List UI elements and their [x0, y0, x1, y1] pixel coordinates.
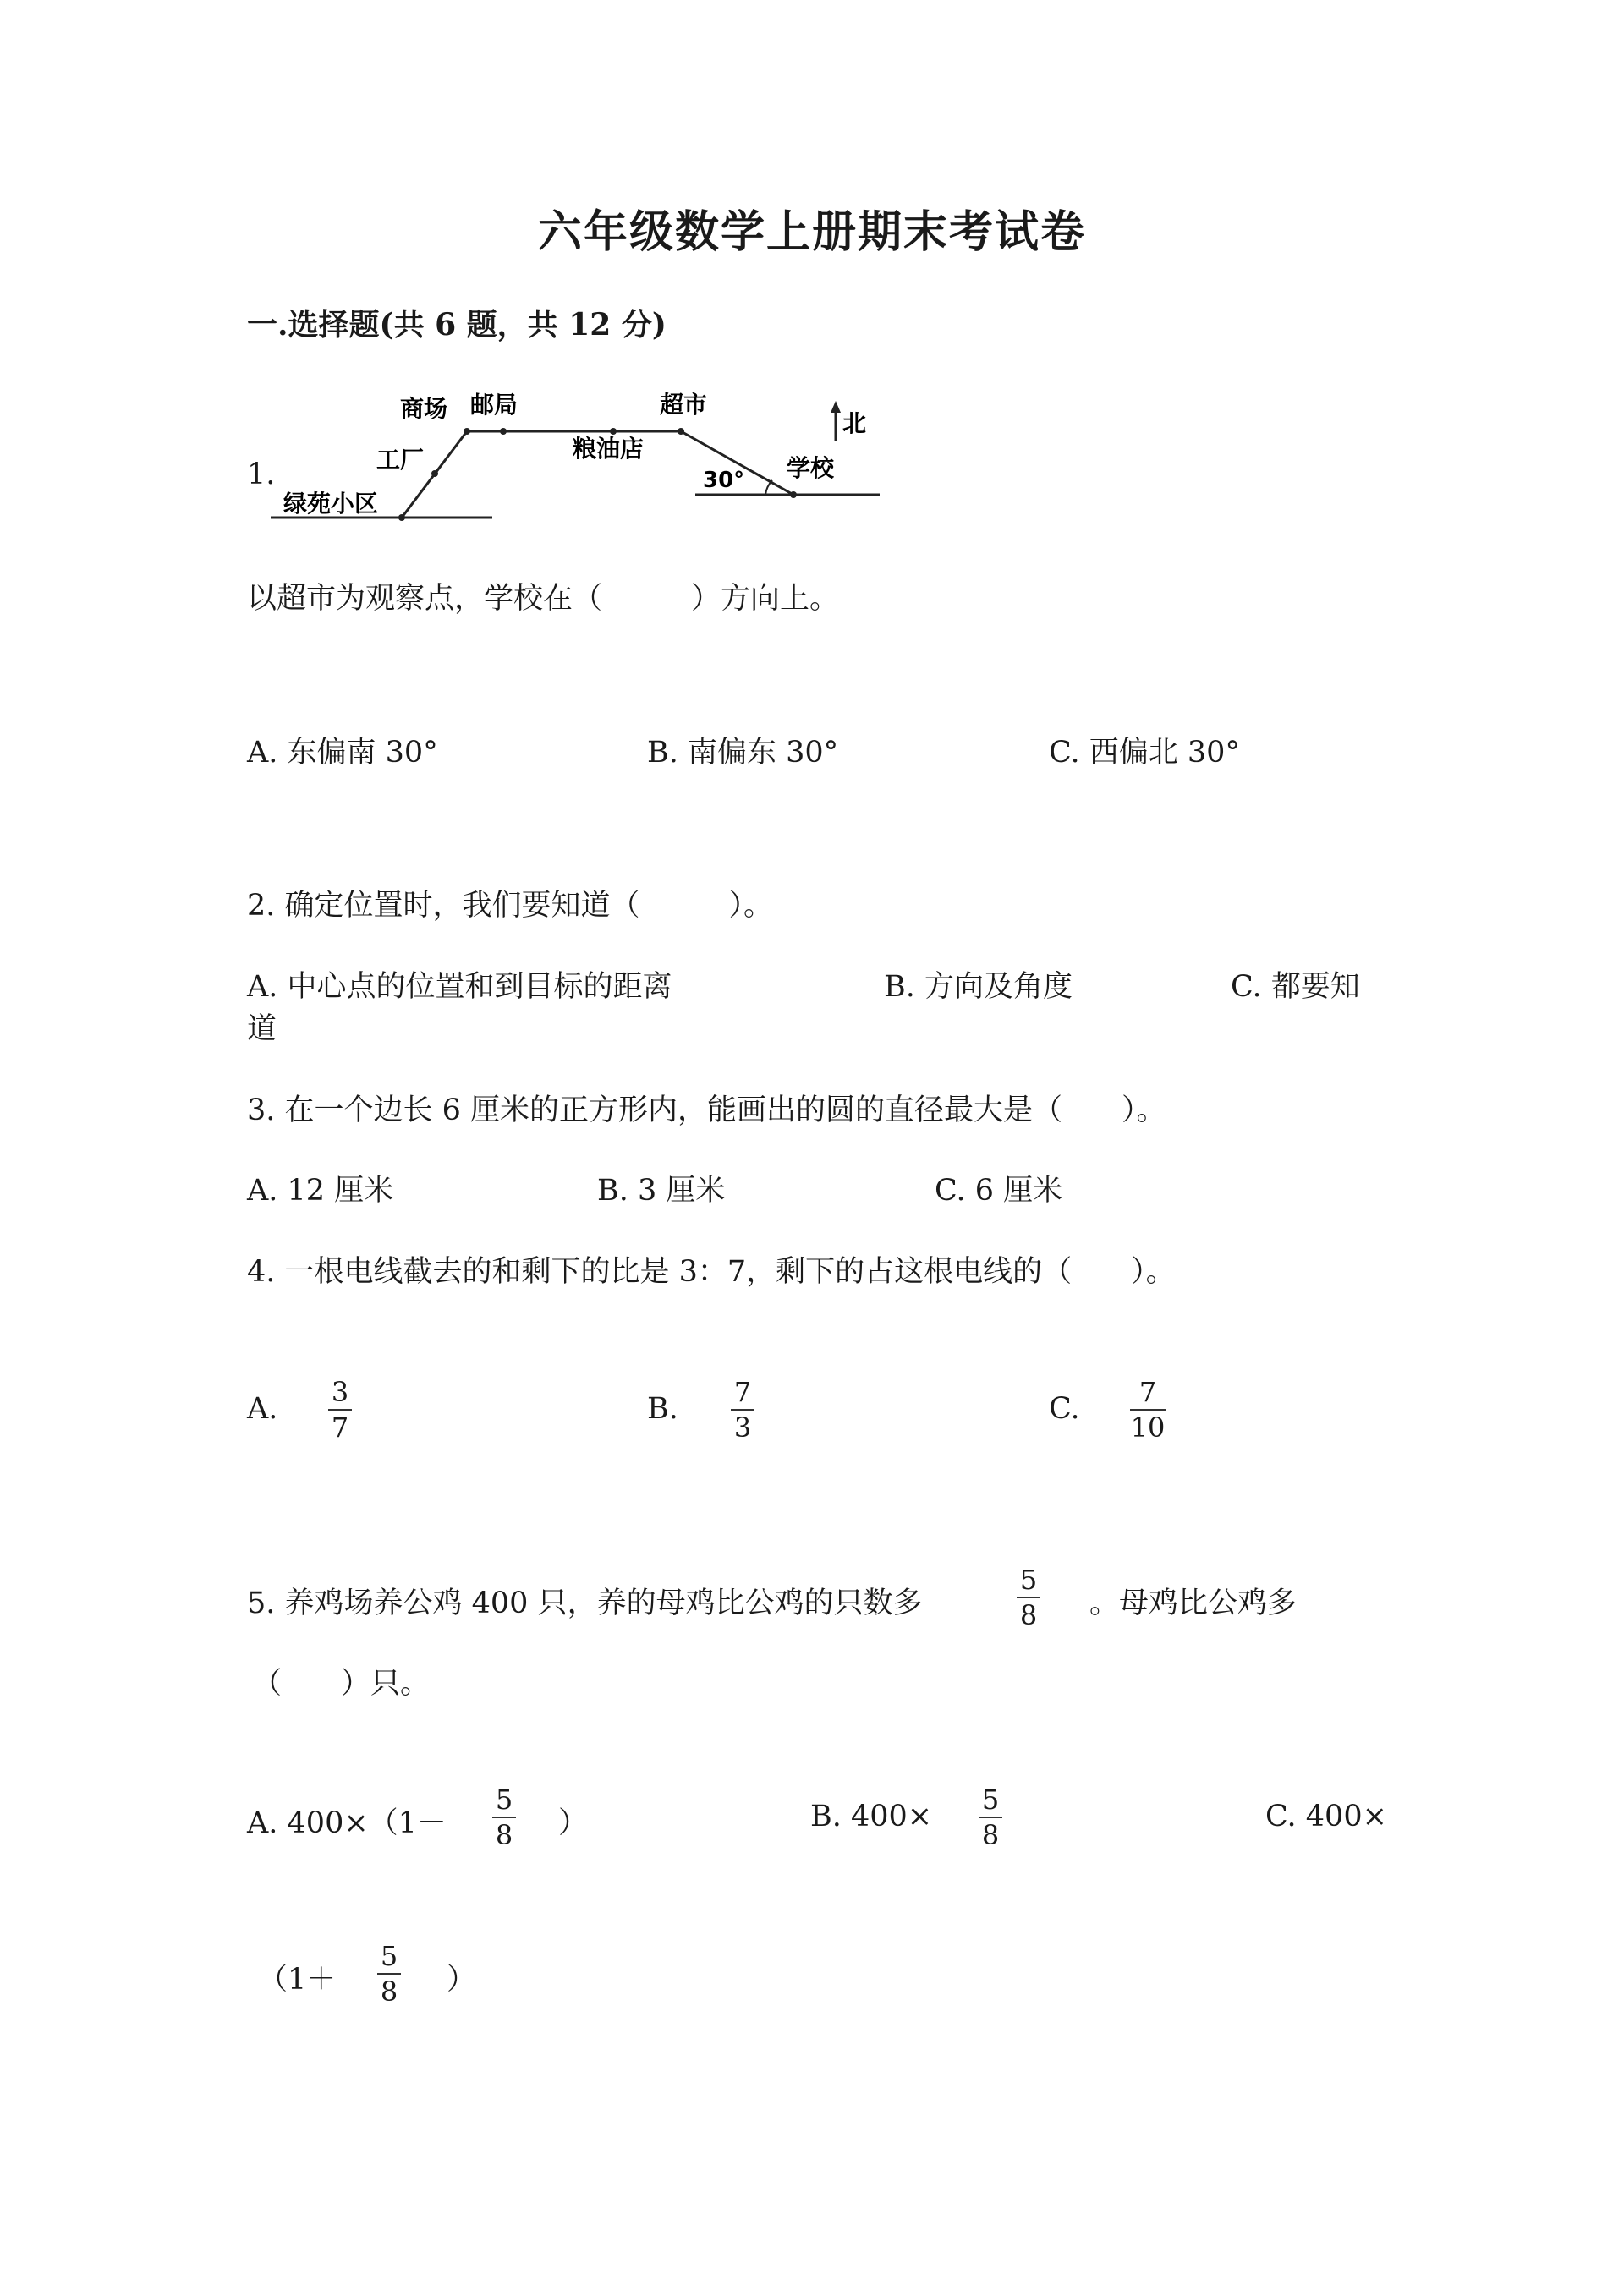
numerator: 5 — [495, 1784, 513, 1816]
question-1-option-b[interactable]: B. 南偏东 30° — [647, 736, 839, 770]
fraction-bar — [1130, 1409, 1166, 1411]
question-5-option-b[interactable]: B. 400× — [810, 1800, 933, 1833]
question-1-number: 1. — [247, 458, 276, 491]
question-2-option-a[interactable]: A. 中心点的位置和到目标的距离 — [247, 970, 672, 1004]
question-3-option-c[interactable]: C. 6 厘米 — [935, 1174, 1063, 1208]
point-grain-store — [610, 428, 617, 435]
north-arrow-icon — [831, 401, 841, 413]
question-1-text: 以超市为观察点，学校在（ ）方向上。 — [247, 582, 840, 616]
angle-arc — [765, 480, 772, 495]
label-residential: 绿苑小区 — [283, 490, 379, 518]
fraction-bar — [492, 1817, 516, 1818]
question-5-text-line2: （ ）只。 — [252, 1667, 431, 1701]
question-3-text: 3. 在一个边长 6 厘米的正方形内，能画出的圆的直径最大是（ ）。 — [247, 1093, 1166, 1127]
numerator: 3 — [331, 1376, 349, 1408]
question-3-option-b[interactable]: B. 3 厘米 — [597, 1174, 726, 1208]
denominator: 8 — [981, 1819, 1000, 1851]
question-1-option-a[interactable]: A. 东偏南 30° — [247, 736, 438, 770]
label-post-office: 邮局 — [470, 391, 518, 419]
page-title: 六年级数学上册期末考试卷 — [537, 206, 1086, 258]
question-2-option-b[interactable]: B. 方向及角度 — [884, 970, 1073, 1004]
question-5-option-a-fraction — [492, 1784, 516, 1850]
label-supermarket: 超市 — [660, 391, 708, 419]
question-5-option-c[interactable]: C. 400× — [1265, 1800, 1387, 1833]
question-1-option-c[interactable]: C. 西偏北 30° — [1049, 736, 1240, 770]
fraction-bar — [328, 1409, 352, 1411]
question-2-option-c-wrap: 道 — [247, 1012, 277, 1046]
label-school: 学校 — [787, 454, 835, 482]
question-2-text: 2. 确定位置时，我们要知道（ ）。 — [247, 889, 774, 923]
question-5-option-a-close: ） — [558, 1806, 589, 1840]
question-1-map-figure — [271, 381, 880, 529]
denominator: 7 — [331, 1411, 349, 1444]
point-residential — [398, 514, 405, 521]
question-5-option-c-close: ） — [447, 1963, 477, 1997]
numerator: 5 — [380, 1940, 398, 1972]
question-5-fraction — [1017, 1564, 1040, 1630]
section-heading: 一.选择题(共 6 题，共 12 分) — [247, 307, 667, 342]
question-4-option-b-label[interactable]: B. — [647, 1392, 678, 1426]
label-mall: 商场 — [400, 395, 448, 423]
label-angle: 30° — [703, 468, 745, 493]
denominator: 8 — [380, 1975, 398, 2008]
question-5-option-c-fraction — [377, 1941, 401, 2007]
question-4-option-c-label[interactable]: C. — [1049, 1392, 1080, 1426]
question-4-option-a-label[interactable]: A. — [247, 1392, 278, 1426]
question-4-option-b-fraction — [731, 1377, 754, 1443]
question-5-text-after: 。母鸡比公鸡多 — [1089, 1586, 1298, 1620]
point-mall — [464, 428, 470, 435]
question-4-text: 4. 一根电线截去的和剩下的比是 3：7，剩下的占这根电线的（ ）。 — [247, 1255, 1176, 1289]
label-factory: 工厂 — [376, 446, 425, 474]
question-5-option-c-wrap: （1＋ — [258, 1963, 337, 1997]
point-post-office — [500, 428, 507, 435]
question-3-option-a[interactable]: A. 12 厘米 — [247, 1174, 394, 1208]
question-5-text: 5. 养鸡场养公鸡 400 只，养的母鸡比公鸡的只数多 — [247, 1586, 923, 1620]
denominator: 8 — [495, 1819, 513, 1851]
fraction-bar — [377, 1973, 401, 1975]
label-grain-store: 粮油店 — [573, 435, 645, 463]
numerator: 5 — [981, 1784, 1000, 1816]
denominator: 10 — [1130, 1411, 1166, 1444]
numerator: 7 — [1138, 1376, 1157, 1408]
fraction-bar — [1017, 1597, 1040, 1598]
numerator: 7 — [733, 1376, 752, 1408]
question-4-option-c-fraction — [1130, 1377, 1166, 1443]
label-north: 北 — [842, 409, 867, 437]
fraction-bar — [979, 1817, 1002, 1818]
question-4-option-a-fraction — [328, 1377, 352, 1443]
numerator: 5 — [1019, 1564, 1038, 1596]
question-2-option-c[interactable]: C. 都要知 — [1231, 970, 1360, 1004]
denominator: 8 — [1019, 1599, 1038, 1631]
point-supermarket — [678, 428, 684, 435]
point-school — [790, 491, 797, 498]
denominator: 3 — [733, 1411, 752, 1444]
question-5-option-a[interactable]: A. 400×（1－ — [247, 1806, 447, 1840]
question-5-option-b-fraction — [979, 1784, 1002, 1850]
point-factory — [431, 470, 438, 477]
fraction-bar — [731, 1409, 754, 1411]
